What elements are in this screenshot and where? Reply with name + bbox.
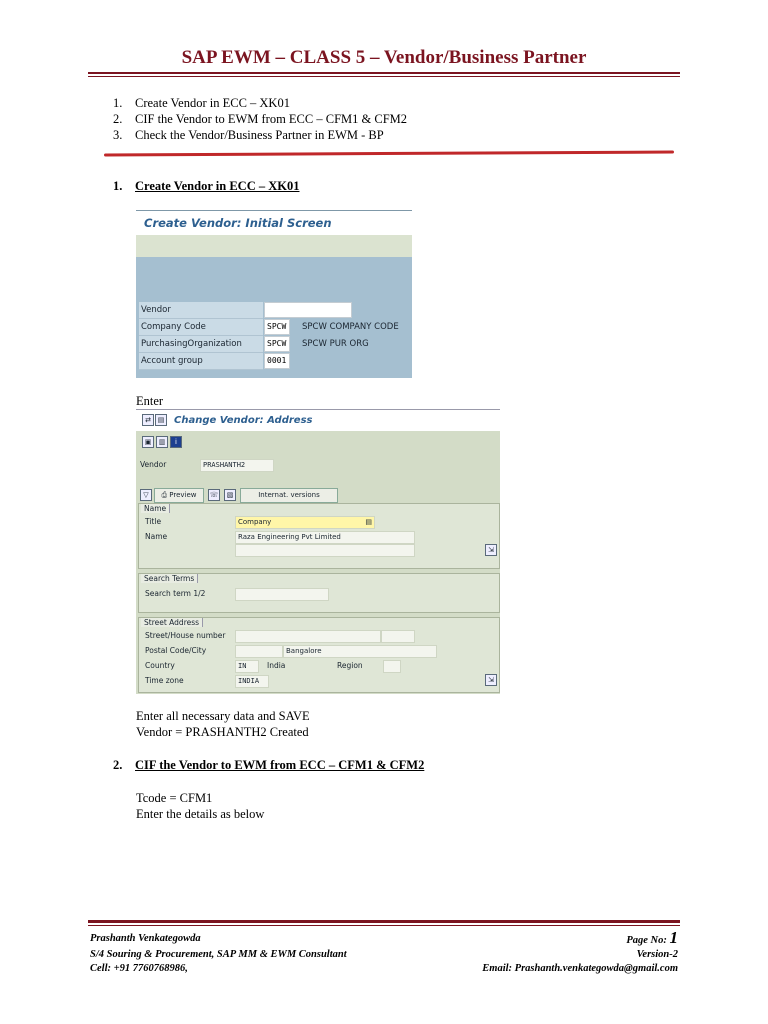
screen-title: Change Vendor: Address bbox=[174, 415, 313, 426]
country-input[interactable]: IN bbox=[235, 660, 259, 673]
purch-org-label: PurchasingOrganization bbox=[139, 336, 263, 353]
address-icon[interactable]: ▧ bbox=[224, 489, 236, 501]
author-email: Email: Prashanth.venkategowda@gmail.com bbox=[482, 963, 678, 974]
enter-text: Enter bbox=[136, 394, 164, 408]
header-rule bbox=[88, 72, 680, 74]
street-input[interactable] bbox=[235, 630, 381, 643]
author-cell: Cell: +91 7760768986, bbox=[90, 963, 188, 974]
company-code-desc: SPCW COMPANY CODE bbox=[302, 322, 399, 332]
page-title: SAP EWM – CLASS 5 – Vendor/Business Partner bbox=[181, 47, 587, 68]
search-terms-group bbox=[138, 573, 500, 613]
preview-button[interactable]: ⎙ Preview bbox=[154, 488, 204, 503]
more-fields-icon[interactable]: ⇲ bbox=[485, 544, 497, 556]
time-zone-input[interactable]: INDIA bbox=[235, 675, 269, 688]
vendor-input[interactable] bbox=[264, 302, 352, 318]
author-name: Prashanth Venkategowda bbox=[90, 933, 201, 944]
section-1-heading: 1. Create Vendor in ECC – XK01 bbox=[113, 179, 300, 193]
company-code-input[interactable]: SPCW bbox=[264, 319, 290, 335]
display-change-icon[interactable]: ⇄ bbox=[142, 414, 154, 426]
info-icon[interactable]: i bbox=[170, 436, 182, 448]
toc-item-3: 3. Check the Vendor/Business Partner in EWM - BP bbox=[113, 128, 384, 142]
street-address-group bbox=[138, 617, 500, 693]
purch-org-desc: SPCW PUR ORG bbox=[302, 339, 369, 349]
sap-change-vendor-screen bbox=[136, 409, 500, 694]
house-number-input[interactable] bbox=[381, 630, 415, 643]
search-term-label: Search term 1/2 bbox=[145, 589, 206, 598]
postal-code-input[interactable] bbox=[235, 645, 283, 658]
street-label: Street/House number bbox=[145, 631, 226, 640]
name-label: Name bbox=[145, 532, 168, 541]
header-rule-thin bbox=[88, 76, 680, 77]
version: Version-2 bbox=[636, 949, 678, 960]
author-role: S/4 Souring & Procurement, SAP MM & EWM Consultant bbox=[90, 949, 347, 960]
communication-icon[interactable]: ☏ bbox=[209, 491, 219, 499]
footer-rule-thin bbox=[88, 925, 680, 926]
vendor-value: PRASHANTH2 bbox=[200, 459, 274, 472]
toc-item-1: 1. Create Vendor in ECC – XK01 bbox=[113, 96, 290, 110]
time-zone-label: Time zone bbox=[145, 676, 184, 685]
vendor-label: Vendor bbox=[140, 460, 167, 469]
footer-rule bbox=[88, 920, 680, 923]
details-line: Enter the details as below bbox=[136, 807, 265, 821]
other-object-icon[interactable]: ▤ bbox=[155, 414, 167, 426]
name-group bbox=[138, 503, 500, 569]
name-input-2[interactable] bbox=[235, 544, 415, 557]
name-group-title: Name bbox=[141, 504, 170, 513]
toolbar bbox=[136, 235, 412, 257]
company-code-label: Company Code bbox=[139, 319, 263, 336]
vendor-label: Vendor bbox=[139, 302, 263, 319]
account-group-label: Account group bbox=[139, 353, 263, 370]
dropdown-icon[interactable]: ▤ bbox=[365, 518, 372, 526]
screen-title-bar bbox=[136, 211, 412, 235]
toc-list bbox=[113, 95, 407, 143]
screen-title-bar bbox=[136, 409, 500, 431]
save-icon[interactable]: ▣ bbox=[142, 436, 154, 448]
expand-icon[interactable]: ▽ bbox=[140, 489, 152, 501]
section-2-heading: 2. CIF the Vendor to EWM from ECC – CFM1 & CFM2 bbox=[113, 758, 425, 772]
page-number: Page No: 1 bbox=[626, 928, 678, 947]
instruction-line-2: Vendor = PRASHANTH2 Created bbox=[136, 725, 309, 739]
sap-create-vendor-screen bbox=[136, 210, 412, 378]
tcode-line: Tcode = CFM1 bbox=[136, 791, 213, 805]
region-label: Region bbox=[337, 661, 363, 670]
tcode-text bbox=[136, 790, 264, 822]
country-name: India bbox=[267, 661, 286, 670]
screen-title: Create Vendor: Initial Screen bbox=[144, 216, 332, 230]
more-address-icon[interactable]: ⇲ bbox=[485, 674, 497, 686]
country-label: Country bbox=[145, 661, 175, 670]
title-label: Title bbox=[145, 517, 162, 526]
purch-org-input[interactable]: SPCW bbox=[264, 336, 290, 352]
toc-item-2: 2. CIF the Vendor to EWM from ECC – CFM1 & CFM2 bbox=[113, 112, 408, 126]
instruction-line-1: Enter all necessary data and SAVE bbox=[136, 709, 310, 723]
account-group-input[interactable]: 0001 bbox=[264, 353, 290, 369]
internat-versions-button[interactable]: Internat. versions bbox=[240, 488, 338, 503]
region-input[interactable] bbox=[383, 660, 401, 673]
name-input[interactable]: Raza Engineering Pvt Limited bbox=[235, 531, 415, 544]
after-text bbox=[136, 708, 310, 740]
city-input[interactable]: Bangalore bbox=[283, 645, 437, 658]
copy-icon[interactable]: ▥ bbox=[156, 436, 168, 448]
search-terms-title: Search Terms bbox=[141, 574, 198, 583]
search-term-input[interactable] bbox=[235, 588, 329, 601]
street-address-title: Street Address bbox=[141, 618, 203, 627]
title-select[interactable]: Company ▤ bbox=[235, 516, 375, 529]
section-divider bbox=[104, 151, 674, 157]
postal-city-label: Postal Code/City bbox=[145, 646, 207, 655]
